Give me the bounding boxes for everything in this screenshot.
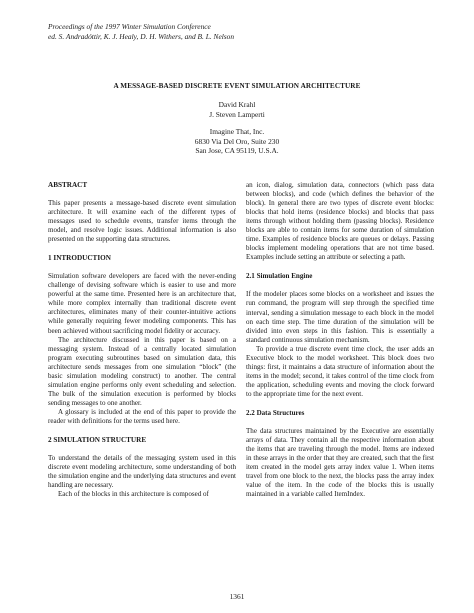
author-block: [0, 100, 474, 119]
introduction-paragraph: A glossary is included at the end of this paper to provide the reader with definitions for the terms used here.: [48, 407, 236, 425]
author-name: David Krahl: [218, 100, 256, 109]
right-column: [246, 181, 434, 499]
simulation-engine-heading: 2.1 Simulation Engine: [246, 272, 313, 281]
affiliation-street: 6830 Via Del Oro, Suite 230: [194, 136, 280, 146]
block-description-paragraph: an icon, dialog, simulation data, connectors (which pass data between blocks), and code (which defines the behavior of the block). In general there are two types of discrete event blocks: blocks that hold items (residence blocks) and blocks that pass items through without holding them (passing blocks). Residence blocks are able to contain items for some duration of simulation time. Examples of residence blocks are queues or delays. Passing blocks implement modeling operations that are not time based. Examples include setting an attribute or selecting a path.: [246, 181, 434, 262]
simulation-structure-heading: 2 SIMULATION STRUCTURE: [48, 436, 147, 445]
abstract-text: This paper presents a message-based discrete event simulation architecture. It will examine each of the different types of messages used to schedule events, transfer items through the model, and resolve logic issues. Additional information is also presented on the supporting data structures.: [48, 199, 236, 244]
data-structures-paragraph: The data structures maintained by the Executive are essentially arrays of data. They contain all the respective information about the items that are traveling through the model. Items are indexed in these arrays in the order that they are created, such that the first item created in the model gets array index value 1. When items travel from one block to the next, the blocks pass the array index value of the item. In the code of the blocks this is usually maintained in a variable called ItemIndex.: [246, 426, 434, 499]
author-name: J. Steven Lamperti: [209, 109, 265, 119]
simulation-engine-paragraph: To provide a true discrete event time clock, the user adds an Executive block to the model worksheet. This block does two things: first, it maintains a data structure of information about the items in the model; second, it takes control of the time clock from the application, scheduling events and moving the clock forward to the appropriate time for the next event.: [246, 344, 434, 398]
simulation-structure-paragraph: Each of the blocks in this architecture is composed of: [58, 490, 209, 499]
page-number: 1361: [229, 592, 245, 601]
introduction-paragraph: Simulation software developers are faced with the never-ending challenge of devising software which is easier to use and more powerful at the same time. Presented here is an architecture that, while more complex internally than traditional discrete event architectures, eliminates many of their counter-intuitive actions while generally requiring fewer modeling components. This has been achieved without sacrificing model fidelity or accuracy.: [48, 272, 236, 335]
abstract-heading: ABSTRACT: [48, 181, 88, 189]
left-column: [48, 181, 236, 499]
paper-title: A MESSAGE-BASED DISCRETE EVENT SIMULATION ARCHITECTURE: [113, 82, 361, 90]
introduction-heading: 1 INTRODUCTION: [48, 254, 111, 263]
affiliation-block: [0, 127, 474, 156]
simulation-engine-paragraph: If the modeler places some blocks on a worksheet and issues the run command, the program will step through the specified time interval, sending a simulation message to each block in the model on each time step. The time duration of the simulation will be divided into even steps in this fashion. This is essentially a standard continuous simulation mechanism.: [246, 290, 434, 344]
affiliation-city: San Jose, CA 95119, U.S.A.: [195, 146, 279, 156]
simulation-structure-paragraph: To understand the details of the messaging system used in this discrete event modeling architecture, some understanding of both the simulation engine and the underlying data structures and event handling are necessary.: [48, 454, 236, 490]
running-head-proceedings: Proceedings of the 1997 Winter Simulation Conference: [48, 22, 211, 31]
data-structures-heading: 2.2 Data Structures: [246, 408, 305, 417]
running-head-editors: ed. S. Andradóttir, K. J. Healy, D. H. Withers, and B. L. Nelson: [48, 32, 235, 41]
affiliation-org: Imagine That, Inc.: [209, 127, 265, 136]
introduction-paragraph: The architecture discussed in this paper is based on a messaging system. Instead of a centrally located simulation program executing subroutines based on simulation data, this architecture sends messages from one simulation “block” (the basic simulation modeling construct) to another. The central simulation engine performs only event scheduling and selection. The bulk of the simulation execution is performed by blocks sending messages to one another.: [48, 335, 236, 407]
running-head: [48, 22, 428, 42]
